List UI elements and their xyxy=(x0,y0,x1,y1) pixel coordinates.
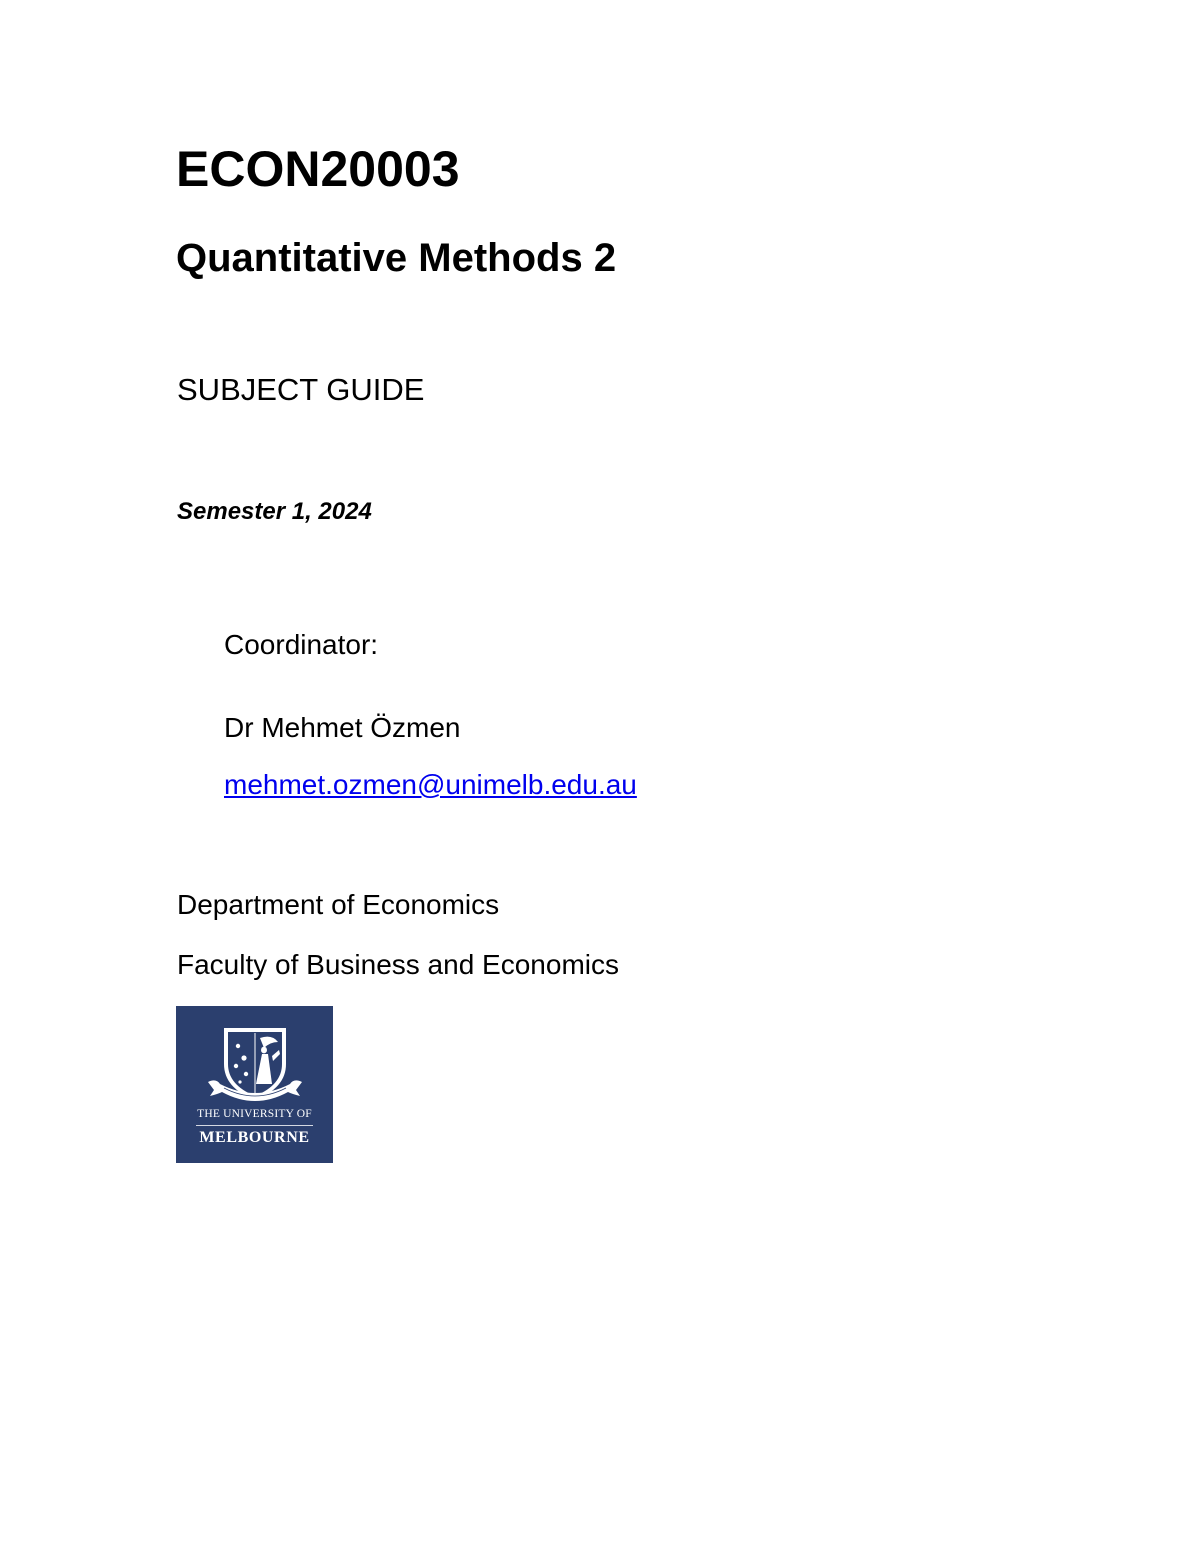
logo-text-line2: MELBOURNE xyxy=(199,1129,310,1146)
coordinator-label: Coordinator: xyxy=(224,629,379,660)
semester: Semester 1, 2024 xyxy=(177,498,372,525)
logo-text-line1: THE UNIVERSITY OF xyxy=(197,1108,312,1120)
coordinator-name: Dr Mehmet Özmen xyxy=(224,712,461,743)
logo-divider xyxy=(196,1125,313,1126)
coordinator-email-link[interactable]: mehmet.ozmen@unimelb.edu.au xyxy=(224,769,637,800)
document-type: SUBJECT GUIDE xyxy=(177,372,425,407)
course-title: Quantitative Methods 2 xyxy=(176,236,617,280)
department: Department of Economics xyxy=(177,889,500,920)
faculty: Faculty of Business and Economics xyxy=(177,949,619,980)
university-logo xyxy=(176,1006,333,1163)
course-code: ECON20003 xyxy=(176,141,460,197)
